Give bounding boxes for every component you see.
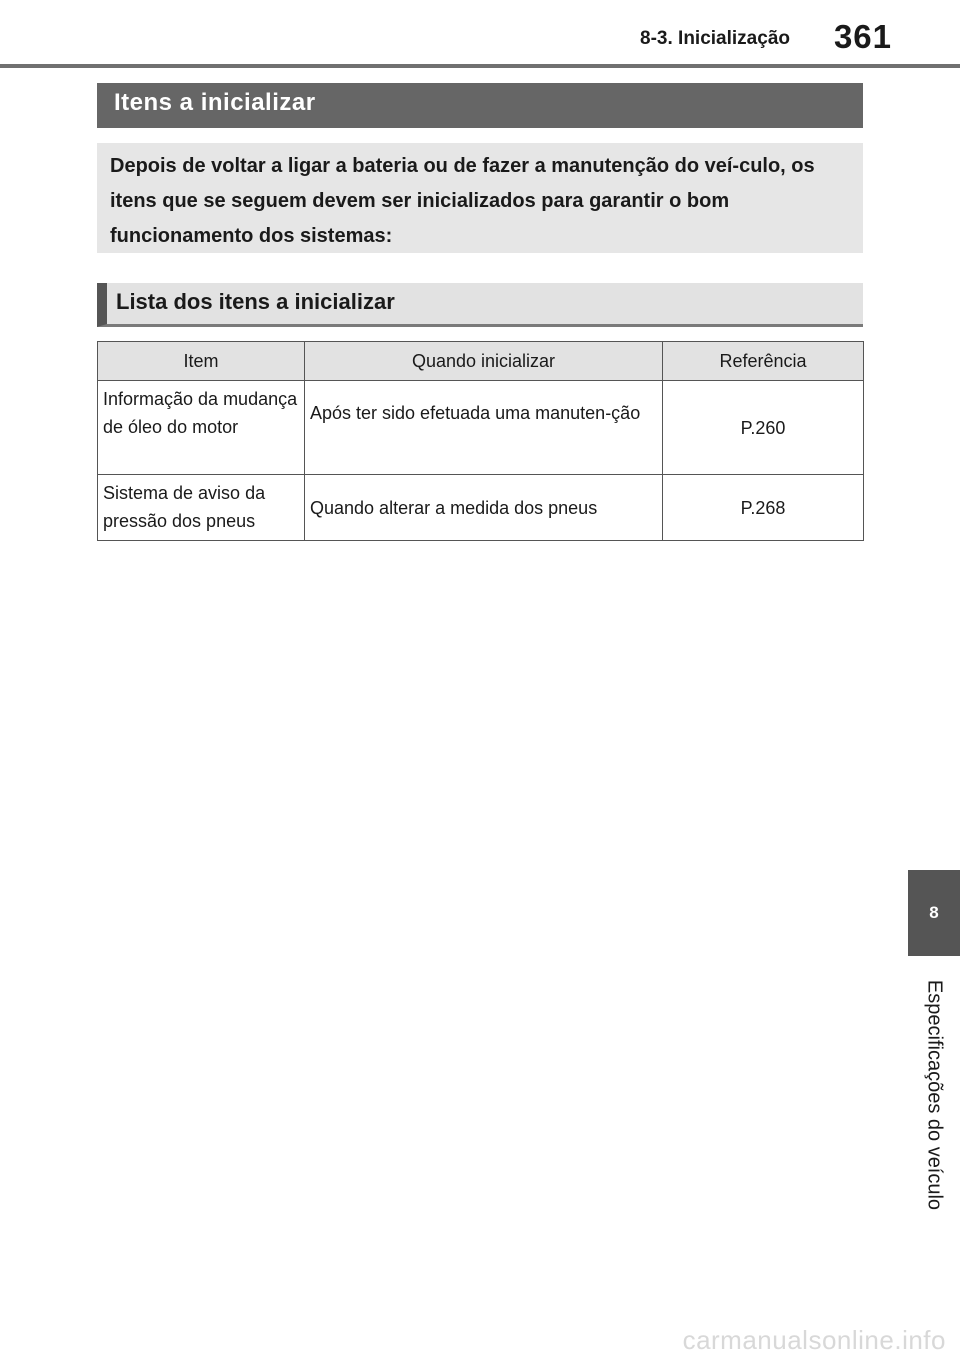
table-row (98, 475, 864, 541)
cell-when: Quando alterar a medida dos pneus (305, 475, 663, 541)
cell-reference: P.260 (663, 381, 864, 475)
column-header-when: Quando inicializar (305, 342, 663, 381)
intro-paragraph: Depois de voltar a ligar a bateria ou de fazer a manutenção do veí-culo, os itens que se seguem devem ser inicializados para garantir o bom funcionamento dos sistemas: (97, 143, 863, 253)
chapter-label: Especificações do veículo (923, 979, 946, 1211)
chapter-number: 8 (929, 903, 939, 922)
watermark: carmanualsonline.info (682, 1325, 946, 1355)
cell-when: Após ter sido efetuada uma manuten-ção (305, 381, 663, 475)
table-row (98, 381, 864, 475)
cell-item: Sistema de aviso da pressão dos pneus (98, 475, 305, 541)
section-title: 8-3. Inicialização (640, 28, 790, 49)
page-title: Itens a inicializar (97, 83, 863, 128)
column-header-item: Item (98, 342, 305, 381)
column-header-reference: Referência (663, 342, 864, 381)
header-divider (0, 64, 960, 68)
cell-item: Informação da mudança de óleo do motor (98, 381, 305, 475)
page-number: 361 (833, 18, 892, 55)
table-header-row (98, 342, 864, 381)
chapter-tab (908, 870, 960, 956)
cell-reference: P.268 (663, 475, 864, 541)
initialization-table (97, 341, 864, 541)
subsection-title: Lista dos itens a inicializar (97, 283, 863, 327)
